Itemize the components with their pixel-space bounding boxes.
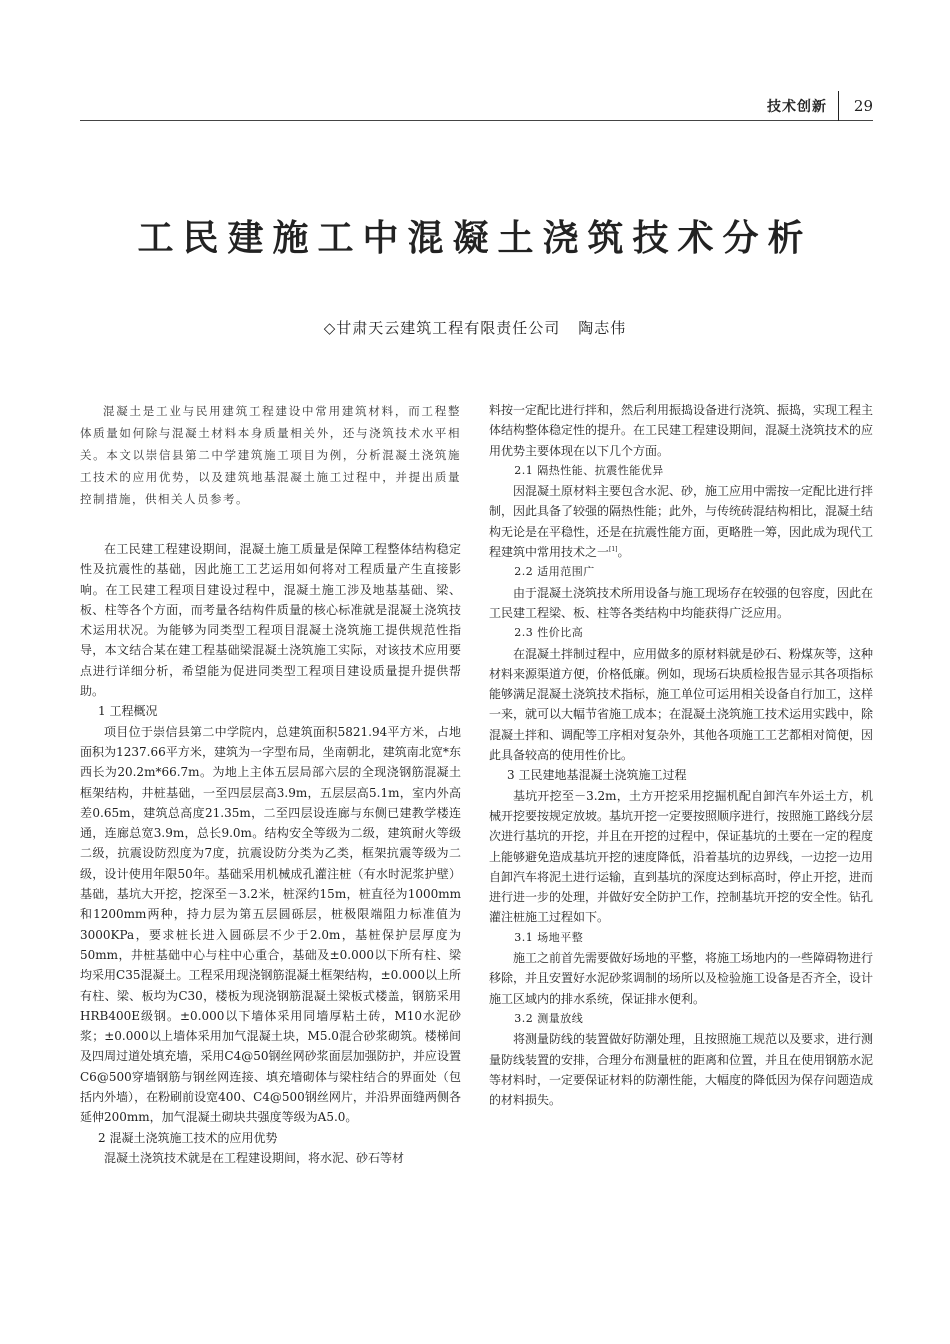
paragraph-2a: 混凝土浇筑技术就是在工程建设期间，将水泥、砂石等材 — [104, 1150, 405, 1165]
subsection-heading-3-1: 3.1 场地平整 — [514, 930, 584, 944]
subsection-heading-3-2: 3.2 测量放线 — [514, 1011, 584, 1025]
paragraph-2-1-end: 。 — [617, 545, 630, 560]
citation-ref-1: [1] — [609, 546, 618, 554]
intro-paragraph: 在工民建工程建设期间，混凝土施工质量是保障工程整体结构稳定性及抗震性的基础，因此施工工艺运用如何将对工程质量产生直接影响。在工民建工程项目建设过程中，混凝土施工涉及地基基础、梁、板、柱等各个方面，而考量各结构件质量的核心标准就是混凝土浇筑技术运用状况。为能够为同类型工程项目混凝土浇筑施工提供规范性指导，本文结合某在建工程基础梁混凝土浇筑施工实际，对该技术应用要点进行详细分析，希望能为促进同类型工程项目建设质量提升提供帮助。 — [80, 542, 461, 699]
section-heading-2: 2 混凝土浇筑施工技术的应用优势 — [98, 1130, 278, 1145]
section-heading-1: 1 工程概况 — [98, 704, 158, 719]
paragraph-3: 基坑开挖至－3.2m，土方开挖采用挖掘机配自卸汽车外运土方，机械开挖要按规定放坡。基坑开挖一定要按照顺序进行，按照施工路线分层次进行基坑的开挖，并且在开挖的过程中，保证基坑的土要在一定的程度上能够避免造成基坑开挖的速度降低，沿着基坑的边界线，一边挖一边用自卸汽车将泥土进行运输，直到基坑的深度达到标高时，停止开挖，进而进行进一步的处理，并做好安全防护工作，控制基坑开挖的安全性。钻孔灌注桩施工过程如下。 — [489, 788, 874, 925]
header-divider — [838, 91, 839, 121]
paragraph-2-3: 在混凝土拌制过程中，应用做多的原材料就是砂石、粉煤灰等，这种材料来源渠道方便，价格低廉。例如，现场石块质检报告显示其各项指标能够满足混凝土浇筑技术指标，施工单位可运用相关设备自行加工，这样一来，就可以大幅节省施工成本；在混凝土浇筑施工技术运用实践中，除混凝土拌和、调配等工序相对复杂外，其他各项施工工艺都相对简便，因此具备较高的使用性价比。 — [489, 646, 874, 763]
paragraph-3-2: 将测量防线的装置做好防潮处理，且按照施工规范以及要求，进行测量防线装置的安排，合理分布测量桩的距离和位置，并且在使用钢筋水泥等材料时，一定要保证材料的防潮性能，大幅度的降低因为保存问题造成的材料损失。 — [489, 1032, 874, 1108]
section-heading-3: 3 工民建地基混凝土浇筑施工过程 — [507, 768, 687, 783]
abstract: 混凝土是工业与民用建筑工程建设中常用建筑材料，而工程整体质量如何除与混凝土材料本身质量相关外，还与浇筑技术水平相关。本文以崇信县第二中学建筑施工项目为例，分析混凝土浇筑施工技术的应用优势，以及建筑地基混凝土施工过程中，并提出质量控制措施，供相关人员参考。 — [80, 404, 461, 506]
page-number: 29 — [853, 97, 873, 115]
subsection-heading-2-1: 2.1 隔热性能、抗震性能优异 — [514, 463, 664, 477]
running-header — [80, 96, 873, 121]
paragraph-3-1: 施工之前首先需要做好场地的平整，将施工场地内的一些障碍物进行移除，并且安置好水泥砂浆调制的场所以及检验施工设备是否齐全，设计施工区域内的排水系统，保证排水便利。 — [489, 951, 874, 1006]
author-affiliation: ◇甘肃天云建筑工程有限责任公司 — [323, 319, 561, 337]
paragraph-2-1 — [489, 481, 873, 562]
right-column — [489, 400, 873, 1110]
author-line — [0, 317, 950, 339]
paragraph-2-2: 由于混凝土浇筑技术所用设备与施工现场存在较强的包容度，因此在工民建工程梁、板、柱等各类结构中均能获得广泛应用。 — [489, 585, 874, 620]
author-name: 陶志伟 — [578, 319, 627, 337]
subsection-heading-2-3: 2.3 性价比高 — [514, 626, 584, 640]
subsection-heading-2-2: 2.2 适用范围广 — [514, 565, 595, 579]
section-name: 技术创新 — [767, 99, 827, 115]
paragraph-1: 项目位于崇信县第二中学院内，总建筑面积5821.94平方米，占地面积为1237.66平方米，建筑为一字型布局，坐南朝北，建筑南北宽*东西长为20.2m*66.7m。为地上主体五层局部六层的全现浇钢筋混凝土框架结构，井桩基础，一至四层层高3.9m，五层层高5.1m，室内外高差0.65m，建筑总高度21.35m，二至四层设连廊与东侧已建教学楼连通，连廊总宽3.9m，总长9.0m。结构安全等级为二级，建筑耐火等级二级，抗震设防烈度为7度，抗震设防分类为乙类，框架抗震等级为二级，设计使用年限50年。基础采用机械成孔灌注桩（有水时泥浆护壁）基础，基坑大开挖，挖深至－3.2米，桩深约15m，桩直径为1000mm和1200mm两种，持力层为第五层圆砾层，桩极限端阻力标准值为3000KPa，要求桩长进入圆砾层不少于2.0m，基桩保护层厚度为50mm，井桩基础中心与柱中心重合，基础及±0.000以下所有柱、梁均采用C35混凝土。工程采用现浇钢筋混凝土框架结构，±0.000以上所有柱、梁、板均为C30，楼板为现浇钢筋混凝土梁板式楼盖，钢筋采用HRB400E级钢。±0.000以下墙体采用同墙厚粘土砖，M10水泥砂浆；±0.000以上墙体采用加气混凝土块，M5.0混合砂浆砌筑。楼梯间及四周过道处填充墙，采用C4@50钢丝网砂浆面层加强防护，并应设置C6@500穿墙钢筋与钢丝网连接、填充墙砌体与梁柱结合的界面处（包括内外墙），在粉刷前设宽400、C4@500钢丝网片，并沿界面缝两侧各延伸200mm，加气混凝土砌块共强度等级为A5.0。 — [80, 724, 461, 1125]
paragraph-2b: 料按一定配比进行拌和，然后利用振捣设备进行浇筑、振捣，实现工程主体结构整体稳定性的提升。在工民建工程建设期间，混凝土浇筑技术的应用优势主要体现在以下几个方面。 — [489, 403, 874, 458]
article-title: 工民建施工中混凝土浇筑技术分析 — [137, 218, 813, 259]
paragraph-2-1-text: 因混凝土原材料主要包含水泥、砂，施工应用中需按一定配比进行拌制，因此具备了较强的隔热性能；此外，与传统砖混结构相比，混凝土结构无论是在平稳性，还是在抗震性能方面，更略胜一筹，因此成为现代工程建筑中常用技术之一 — [489, 484, 874, 560]
left-column — [80, 400, 461, 1168]
